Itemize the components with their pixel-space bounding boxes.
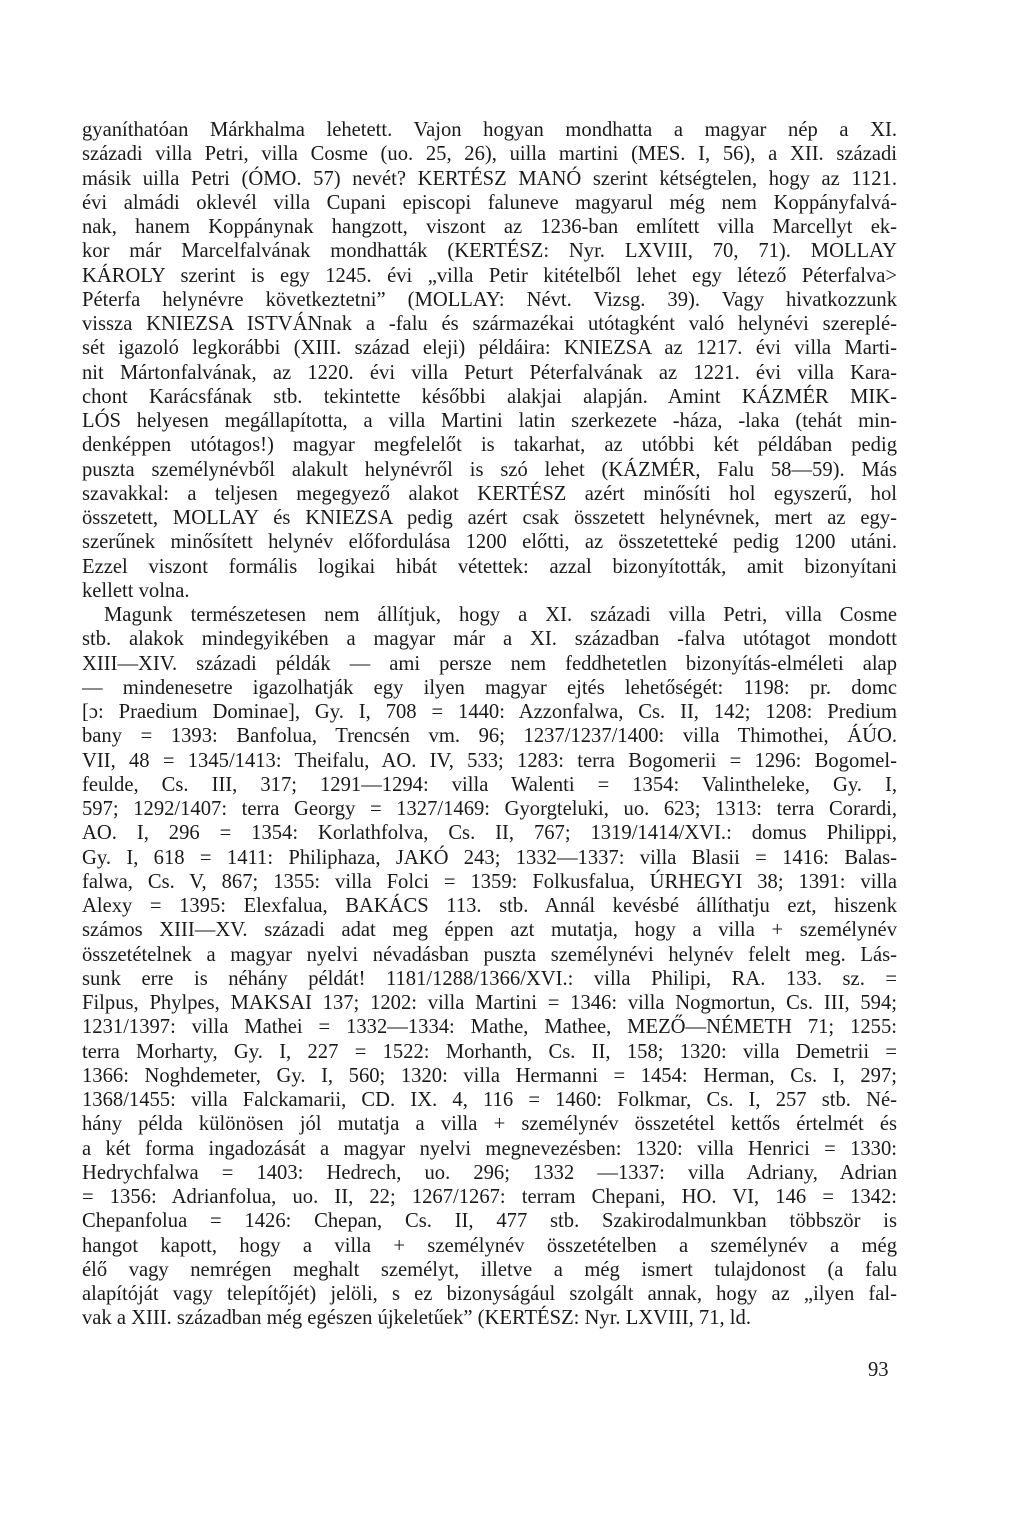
text-line: a két forma ingadozását a magyar nyelvi megnevezésben: 1320: villa Henrici = 1330: [82,1137,897,1160]
text-line: szavakkal: a teljesen megegyező alakot KERTÉSZ azért minősíti hol egyszerű, hol [82,482,897,505]
text-line: nak, hanem Koppánynak hangzott, viszont az 1236-ban említett villa Marcellyt ek- [82,216,897,238]
page-number: 93 [868,1359,889,1381]
text-line: hangot kapott, hogy a villa + személynév összetételben a személynév a még [82,1234,897,1257]
text-line: VII, 48 = 1345/1413: Theifalu, AO. IV, 533; 1283: terra Bogomerii = 1296: Bogomel- [82,749,897,772]
text-line: falwa, Cs. V, 867; 1355: villa Folci = 1359: Folkusfalua, ÚRHEGYI 38; 1391: villa [82,870,897,893]
text-line: LÓS helyesen megállapította, a villa Martini latin szerkezete -háza, -laka (tehát min- [82,410,897,432]
text-line: számos XIII—XV. századi adat meg éppen azt mutatja, hogy a villa + személynév [82,919,897,942]
text-line: kor már Marcelfalvának mondhatták (KERTÉSZ: Nyr. LXVIII, 70, 71). MOLLAY [82,240,897,263]
text-line: alapítóját vagy telepítőjét) jelöli, s ez bizonyságául szolgált annak, hogy az „ilyen fal- [82,1283,897,1305]
text-line: összetételnek a magyar nyelvi névadásban puszta személynévi helynév felelt meg. Lás- [82,943,897,966]
text-line: — mindenesetre igazolhatják egy ilyen magyar ejtés lehetőségét: 1198: pr. domc [82,676,897,699]
text-line: denképpen utótagos!) magyar megfelelőt is takarhat, az utóbbi két példában pedig [82,434,897,457]
text-line: gyaníthatóan Márkhalma lehetett. Vajon hogyan mondhatta a magyar nép a XI. [82,119,897,141]
paragraph-2 [82,603,897,1331]
text-line: évi almádi oklevél villa Cupani episcopi faluneve magyarul még nem Koppányfalvá- [82,191,897,214]
text-line: vak a XIII. században még egészen újkeletűek” (KERTÉSZ: Nyr. LXVIII, 71, ld. [82,1307,751,1330]
text-line: élő vagy nemrégen meghalt személyt, illetve a még ismert tulajdonost (a falu [82,1258,897,1281]
text-line: századi villa Petri, villa Cosme (uo. 25, 26), uilla martini (MES. I, 56), a XII. századi [82,143,897,166]
text-line: bany = 1393: Banfolua, Trencsén vm. 96; 1237/1237/1400: villa Thimothei, ÁÚO. [82,725,897,748]
text-line: feulde, Cs. III, 317; 1291—1294: villa Walenti = 1354: Valintheleke, Gy. I, [82,773,897,796]
text-line: Hedrychfalwa = 1403: Hedrech, uo. 296; 1332 —1337: villa Adriany, Adrian [82,1161,897,1184]
text-line: KÁROLY szerint is egy 1245. évi „villa Petir kitételből lehet egy létező Péterfalva> [82,264,897,287]
text-line: = 1356: Adrianfolua, uo. II, 22; 1267/1267: terram Chepani, HO. VI, 146 = 1342: [82,1186,897,1208]
text-line: Gy. I, 618 = 1411: Philiphaza, JAKÓ 243; 1332—1337: villa Blasii = 1416: Balas- [82,846,897,869]
text-line: 1366: Noghdemeter, Gy. I, 560; 1320: villa Hermanni = 1454: Herman, Cs. I, 297; [82,1064,897,1087]
text-line: kellett volna. [82,579,190,602]
text-line: XIII—XIV. századi példák — ami persze nem feddhetetlen bizonyítás-elméleti alap [82,652,897,675]
page-body [82,118,897,1331]
text-line: chont Karácsfának stb. tekintette későbbi alakjai alapján. Amint KÁZMÉR MIK- [82,385,897,408]
text-line: szerűnek minősített helynév előfordulása 1200 előtti, az összetetteké pedig 1200 utáni. [82,531,897,554]
text-line: hány példa különösen jól mutatja a villa + személynév összetétel kettős értelmét és [82,1113,897,1136]
text-line: nit Mártonfalvának, az 1220. évi villa Peturt Péterfalvának az 1221. évi villa Kara- [82,361,897,384]
text-line: stb. alakok mindegyikében a magyar már a XI. században -falva utótagot mondott [82,628,897,651]
text-line: Ezzel viszont formális logikai hibát vétettek: azzal bizonyították, amit bizonyítani [82,555,897,578]
text-line: vissza KNIEZSA ISTVÁNnak a -falu és származékai utótagként való helynévi szereplé- [82,313,897,335]
text-line: terra Morharty, Gy. I, 227 = 1522: Morhanth, Cs. II, 158; 1320: villa Demetrii = [82,1040,897,1063]
text-line: 597; 1292/1407: terra Georgy = 1327/1469: Gyorgteluki, uo. 623; 1313: terra Corardi, [82,798,897,820]
text-line: AO. I, 296 = 1354: Korlathfolva, Cs. II, 767; 1319/1414/XVI.: domus Philippi, [82,822,897,845]
text-line: másik uilla Petri (ÓMO. 57) nevét? KERTÉSZ MANÓ szerint kétségtelen, hogy az 1121. [82,167,897,190]
text-line: Magunk természetesen nem állítjuk, hogy a XI. századi villa Petri, villa Cosme [104,604,897,626]
text-line: puszta személynévből alakult helynévről is szó lehet (KÁZMÉR, Falu 58—59). Más [82,458,897,481]
text-line: Alexy = 1395: Elexfalua, BAKÁCS 113. stb. Annál kevésbé állíthatju ezt, hiszenk [82,895,897,917]
text-line: Péterfa helynévre következtetni” (MOLLAY: Névt. Vizsg. 39). Vagy hivatkozzunk [82,288,897,311]
text-line: [ɔ: Praedium Dominae], Gy. I, 708 = 1440: Azzonfalwa, Cs. II, 142; 1208: Predium [82,701,897,723]
text-line: összetett, MOLLAY és KNIEZSA pedig azért csak összetett helynévnek, mert az egy- [82,507,897,529]
paragraph-1 [82,118,897,603]
text-line: 1368/1455: villa Falckamarii, CD. IX. 4, 116 = 1460: Folkmar, Cs. I, 257 stb. Né- [82,1089,897,1111]
text-line: 1231/1397: villa Mathei = 1332—1334: Mathe, Mathee, MEZŐ—NÉMETH 71; 1255: [82,1016,897,1039]
text-line: sét igazoló legkorábbi (XIII. század eleji) példáira: KNIEZSA az 1217. évi villa Marti- [82,337,897,360]
text-line: sunk erre is néhány példát! 1181/1288/1366/XVI.: villa Philipi, RA. 133. sz. = [82,967,897,990]
text-line: Filpus, Phylpes, MAKSAI 137; 1202: villa Martini = 1346: villa Nogmortun, Cs. III, 594; [82,992,897,1014]
text-line: Chepanfolua = 1426: Chepan, Cs. II, 477 stb. Szakirodalmunkban többször is [82,1210,897,1233]
